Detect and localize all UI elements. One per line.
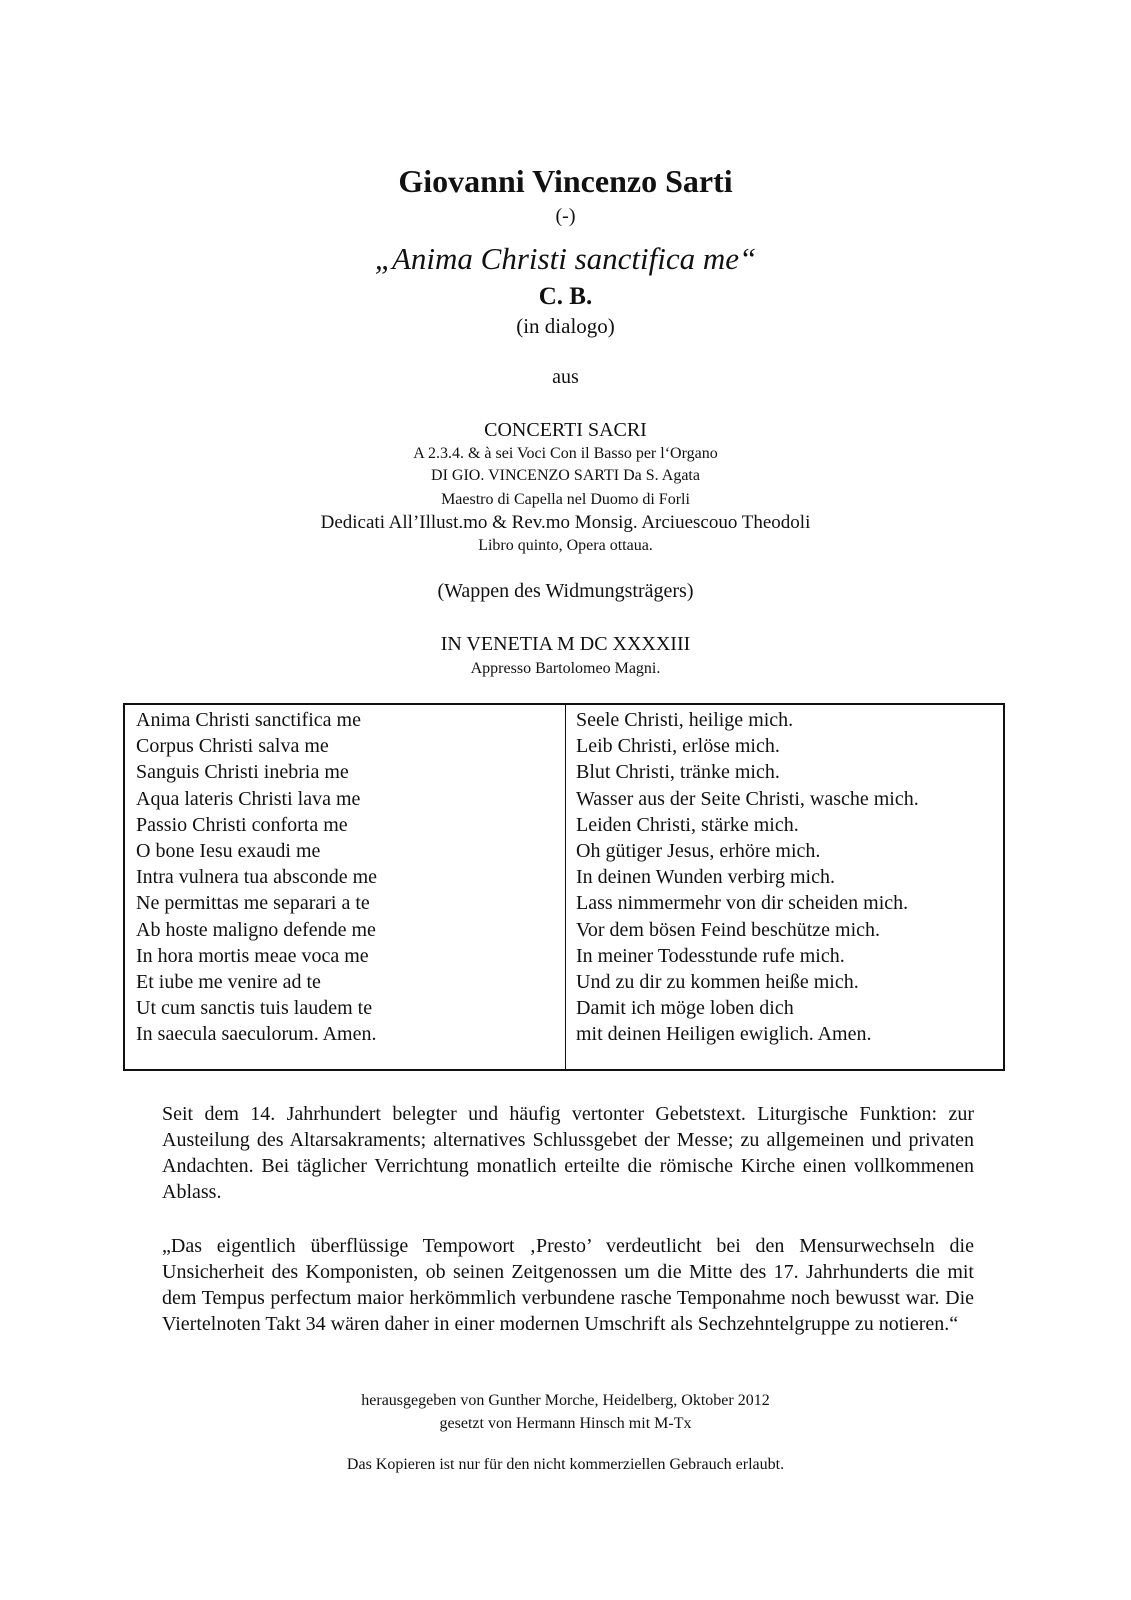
commentary-quote: „Das eigentlich überflüssige Tempowort ‚Presto’ verdeutlicht bei den Mensurwechseln die Unsicherheit des Komponisten, ob seinen Zeitgenossen um die Mitte des 17. Jahrhunderts die mit dem Tempus perfectum maior herkömmlich verbundene rasche Temponahme noch bewusst war. Die Viertelnoten Takt 34 wären daher in einer modernen Umschrift als Sechzehntelgruppe zu notieren.“	[162, 1235, 974, 1335]
latin-line: In saecula saeculorum. Amen.	[136, 1023, 377, 1046]
german-line: Wasser aus der Seite Christi, wasche mich.	[576, 787, 919, 810]
latin-line: Passio Christi conforta me	[136, 813, 348, 836]
text-translation-table	[123, 703, 1005, 1071]
imprint: IN VENETIA M DC XXXXIII	[440, 633, 691, 655]
latin-line: Intra vulnera tua absconde me	[136, 866, 378, 889]
work-title: „Anima Christi sanctifica me“	[374, 241, 757, 276]
german-line: Oh gütiger Jesus, erhöre mich.	[576, 840, 821, 863]
form-note: (in dialogo)	[516, 314, 615, 338]
coat-of-arms-note: (Wappen des Widmungsträgers)	[437, 580, 694, 602]
latin-line: Ne permittas me separari a te	[136, 892, 370, 915]
german-line: Damit ich möge loben dich	[576, 997, 794, 1020]
table-divider	[565, 705, 566, 1069]
commentary-paragraph: Seit dem 14. Jahrhundert belegter und häufig vertonter Gebetstext. Liturgische Funktion: zur Austeilung des Altarsakraments; alternatives Schlussgebet der Messe; zu allgemeinen und privaten Andachten. Bei täglicher Verrichtung monatlich erteilte die römische Kirche einen vollkommenen Ablass.	[162, 1103, 974, 1203]
source-line: Maestro di Capella nel Duomo di Forli	[441, 491, 690, 508]
german-line: Blut Christi, tränke mich.	[576, 761, 780, 784]
german-line: In meiner Todesstunde rufe mich.	[576, 944, 845, 967]
latin-line: Et iube me venire ad te	[136, 971, 321, 994]
latin-line: Corpus Christi salva me	[136, 735, 329, 758]
latin-line: In hora mortis meae voca me	[136, 944, 369, 967]
latin-column	[136, 707, 377, 1048]
scoring: C. B.	[538, 283, 593, 310]
from-label: aus	[552, 366, 579, 388]
latin-line: Aqua lateris Christi lava me	[136, 787, 361, 810]
composer-name: Giovanni Vincenzo Sarti	[398, 163, 733, 199]
latin-line: Anima Christi sanctifica me	[136, 709, 361, 731]
editor-credit: herausgegeben von Gunther Morche, Heidelberg, Oktober 2012	[361, 1392, 770, 1409]
german-line: Lass nimmermehr von dir scheiden mich.	[576, 892, 909, 915]
source-line: Libro quinto, Opera ottaua.	[478, 537, 653, 554]
german-line: Vor dem bösen Feind beschütze mich.	[576, 918, 881, 941]
source-title: CONCERTI SACRI	[484, 419, 647, 441]
source-line: Dedicati All’Illust.mo & Rev.mo Monsig. Arciuescouo Theodoli	[320, 512, 811, 533]
german-line: mit deinen Heiligen ewiglich. Amen.	[576, 1023, 872, 1046]
german-line: In deinen Wunden verbirg mich.	[576, 866, 835, 889]
source-line: DI GIO. VINCENZO SARTI Da S. Agata	[431, 467, 700, 484]
source-line: A 2.3.4. & à sei Voci Con il Basso per l‘Organo	[413, 445, 718, 462]
latin-line: O bone Iesu exaudi me	[136, 840, 321, 863]
latin-line: Ut cum sanctis tuis laudem te	[136, 997, 373, 1020]
publisher: Appresso Bartolomeo Magni.	[470, 660, 661, 677]
typesetter-credit: gesetzt von Hermann Hinsch mit M-Tx	[439, 1415, 692, 1432]
latin-line: Sanguis Christi inebria me	[136, 761, 349, 784]
german-column	[576, 707, 919, 1048]
german-line: Und zu dir zu kommen heiße mich.	[576, 971, 859, 994]
german-line: Leib Christi, erlöse mich.	[576, 735, 780, 758]
composer-dates: (-)	[555, 205, 576, 227]
latin-line: Ab hoste maligno defende me	[136, 918, 376, 941]
copyright-note: Das Kopieren ist nur für den nicht kommerziellen Gebrauch erlaubt.	[346, 1456, 785, 1473]
german-line: Leiden Christi, stärke mich.	[576, 813, 799, 836]
german-line: Seele Christi, heilige mich.	[576, 709, 794, 731]
